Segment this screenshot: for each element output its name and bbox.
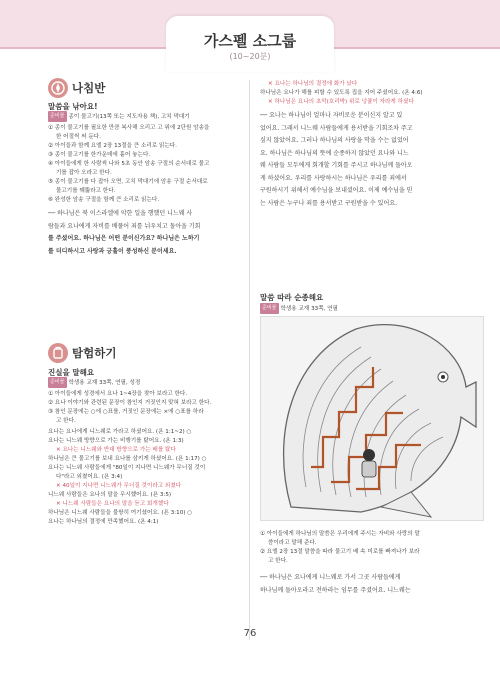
paragraph-line: 하나님께 돌아오라고 전하라는 임무를 주셨어요. 니느웨는 bbox=[260, 586, 411, 594]
steps-list-1 bbox=[48, 124, 246, 205]
supplies-badge: 준비물 bbox=[260, 303, 279, 314]
paragraph-line: 는 사람은 누구나 죄를 용서받고 구원받을 수 있어요. bbox=[260, 199, 397, 207]
section-title-compass: 나침반 bbox=[72, 81, 106, 95]
list-item: 고 한다. bbox=[56, 418, 76, 424]
column-divider bbox=[249, 80, 250, 640]
tf-item: 요나는 니느웨 방향으로 가는 비행기를 탔어요. (욘 1:3) bbox=[48, 438, 184, 444]
explore-icon bbox=[48, 343, 68, 363]
list-item: 한 어절씩 써 둔다. bbox=[56, 134, 101, 140]
steps-list-2 bbox=[48, 390, 246, 426]
section-sub-compass: 말씀을 낚아요! bbox=[48, 102, 98, 111]
supplies-text: 종이 물고기(13쪽 또는 지도자용 책), 고치 막대기 bbox=[68, 114, 190, 120]
tf-correction: ✕ 40일이 지나면 니느웨가 무너질 것이라고 외쳤다 bbox=[56, 483, 182, 489]
paragraph-line: 구원하시기 위해서 예수님을 보내셨어요. 이제 예수님을 믿 bbox=[260, 187, 413, 194]
tf-correction: ✕ 요나는 하나님의 결정에 화가 났다 bbox=[268, 81, 358, 87]
list-item: ③ 종이 물고기를 한가운데에 흩어 놓는다. bbox=[48, 152, 151, 158]
page-subtitle: (10~20분) bbox=[229, 52, 271, 61]
list-item: ⑥ 완성한 암송 구절을 함께 큰 소리로 읽는다. bbox=[48, 197, 160, 203]
list-item: ② 요엘 2장 13절 말씀을 따라 물고기 배 속 미로를 빠져나가 보라 bbox=[260, 549, 420, 555]
body-text-2 bbox=[260, 110, 488, 210]
fish-maze-illustration bbox=[260, 316, 484, 521]
steps-list-3 bbox=[260, 530, 490, 566]
supplies-badge: 준비물 bbox=[48, 377, 67, 388]
list-item: ② 요나 이야기와 관련된 문장이 참인지 거짓인지 맞혀 보라고 한다. bbox=[48, 400, 212, 406]
list-item: ② 아이들과 함께 요엘 2장 13절을 큰 소리로 읽는다. bbox=[48, 143, 177, 149]
list-item: 물고기를 꿰뚫라고 한다. bbox=[56, 188, 116, 194]
tf-item: 요나는 니느웨 사람들에게 "80일이 지나면 니느웨가 무너질 것이 bbox=[48, 465, 206, 471]
body-text-3 bbox=[260, 572, 488, 597]
tf-item: 요나는 하나님의 결정에 만족했어요. (욘 4:1) bbox=[48, 519, 159, 525]
supplies-text: 학생용 교재 33쪽, 연필, 성경 bbox=[68, 380, 141, 386]
list-item: 씀이라고 말해 준다. bbox=[268, 540, 317, 546]
tf-correction: ✕ 니느웨 사람들은 요나의 말을 듣고 회개했다 bbox=[56, 501, 169, 507]
paragraph-line: ── 요나는 하나님이 얼마나 자비로운 분이신지 알고 있 bbox=[260, 112, 403, 119]
jonah-figure bbox=[362, 449, 376, 477]
paragraph-line: 를 주셨어요. 하나님은 어떤 분이신가요? 하나님은 노하기 bbox=[48, 235, 200, 242]
paragraph-line: 요. 하나님은 하나님의 뜻에 순종하지 않았던 요나와 니느 bbox=[260, 149, 409, 157]
tf-item: 니느웨 사람들은 요나의 말을 무시했어요. (욘 3:5) bbox=[48, 492, 172, 498]
list-item: ④ 아이들에게 한 사람씩 나와 5초 동안 암송 구절의 순서대로 물고 bbox=[48, 161, 210, 167]
list-item: 기를 잡아 오라고 한다. bbox=[56, 170, 112, 176]
tf-item: 하나님은 요나가 해를 피할 수 있도록 집을 지어 주셨어요. (욘 4:6) bbox=[260, 90, 423, 96]
true-false-list bbox=[48, 428, 246, 527]
list-item: 고 한다. bbox=[268, 558, 288, 564]
supplies-badge: 준비물 bbox=[48, 111, 67, 122]
paragraph-line: 람들과 요나에게 자비를 베풀어 죄를 뉘우치고 돌아올 기회 bbox=[48, 222, 201, 230]
section-title-explore: 탐험하기 bbox=[72, 346, 117, 360]
supplies-text: 학생용 교재 33쪽, 연필 bbox=[280, 306, 338, 312]
supplies-line-1 bbox=[48, 111, 243, 122]
page-number: 76 bbox=[243, 628, 257, 639]
paragraph-line: 웨 사람들 모두에게 회개할 기회를 주시고 하나님께 돌아오 bbox=[260, 162, 413, 169]
list-item: ③ 참인 문장에는 ○에 ○표를, 거짓인 문장에는 ×에 ○표를 하라 bbox=[48, 409, 204, 415]
tf-item: 요나는 요나에게 니느웨로 가라고 하셨어요. (욘 1:1~2) ○ bbox=[48, 429, 192, 435]
list-item: ① 아이들에게 하나님의 말씀은 우리에게 주시는 자비와 사랑의 말 bbox=[260, 531, 420, 537]
paragraph-line: ── 하나님은 요나에게 니느웨로 가서 그곳 사람들에게 bbox=[260, 574, 401, 581]
tf-item: 하나님은 큰 물고기를 보내 요나를 삼키게 하셨어요. (욘 1:17) ○ bbox=[48, 456, 207, 462]
list-item: ① 종이 물고기를 필요한 만큼 복사해 오리고 고 위에 2단원 암송을 bbox=[48, 125, 210, 131]
tf-item: 다"라고 외쳤어요. (욘 3:4) bbox=[56, 474, 123, 480]
body-text-1 bbox=[48, 208, 246, 258]
paragraph-line: 게 하셨어요. 우리를 사랑하시는 하나님은 우리를 죄에서 bbox=[260, 174, 407, 182]
supplies-line-3 bbox=[260, 303, 485, 314]
paragraph-line: 었어요. 그래서 니느웨 사람들에게 용서받을 기회조차 주고 bbox=[260, 124, 413, 132]
compass-icon bbox=[48, 78, 68, 98]
tf-correction: ✕ 요나는 니느웨와 반대 방향으로 가는 배를 탔다 bbox=[56, 447, 176, 453]
tf-list-continued bbox=[260, 80, 490, 107]
supplies-line-2 bbox=[48, 377, 243, 388]
page-title: 가스펠 소그룹 bbox=[203, 32, 297, 50]
list-item: ⑤ 종이 물고기를 다 잡아 오면, 고치 막대기에 암송 구절 순서대로 bbox=[48, 179, 208, 185]
paragraph-line: 싶지 않았어요. 그러나 하나님의 사랑을 막을 수는 없었어 bbox=[260, 137, 409, 144]
section-sub-explore: 진실을 말해요 bbox=[48, 368, 95, 377]
tf-item: 하나님은 니느웨 사람들을 불쌍히 여기셨어요. (욘 3:10) ○ bbox=[48, 510, 193, 516]
paragraph-line: 를 더디하시고 사랑과 긍휼이 풍성하신 분이세요. bbox=[48, 247, 177, 255]
paragraph-line: ── 하나님은 북 이스라엘에 악한 일을 행했던 니느웨 사 bbox=[48, 210, 193, 217]
tf-correction: ✕ 하나님은 요나의 초막(호리박) 위로 넝쿨이 자라게 하셨다 bbox=[268, 99, 414, 105]
section-sub-obey: 말씀 따라 순종해요 bbox=[260, 293, 324, 302]
list-item: ① 아이들에게 성경에서 요나 1~4장을 찾아 보라고 한다. bbox=[48, 391, 188, 397]
